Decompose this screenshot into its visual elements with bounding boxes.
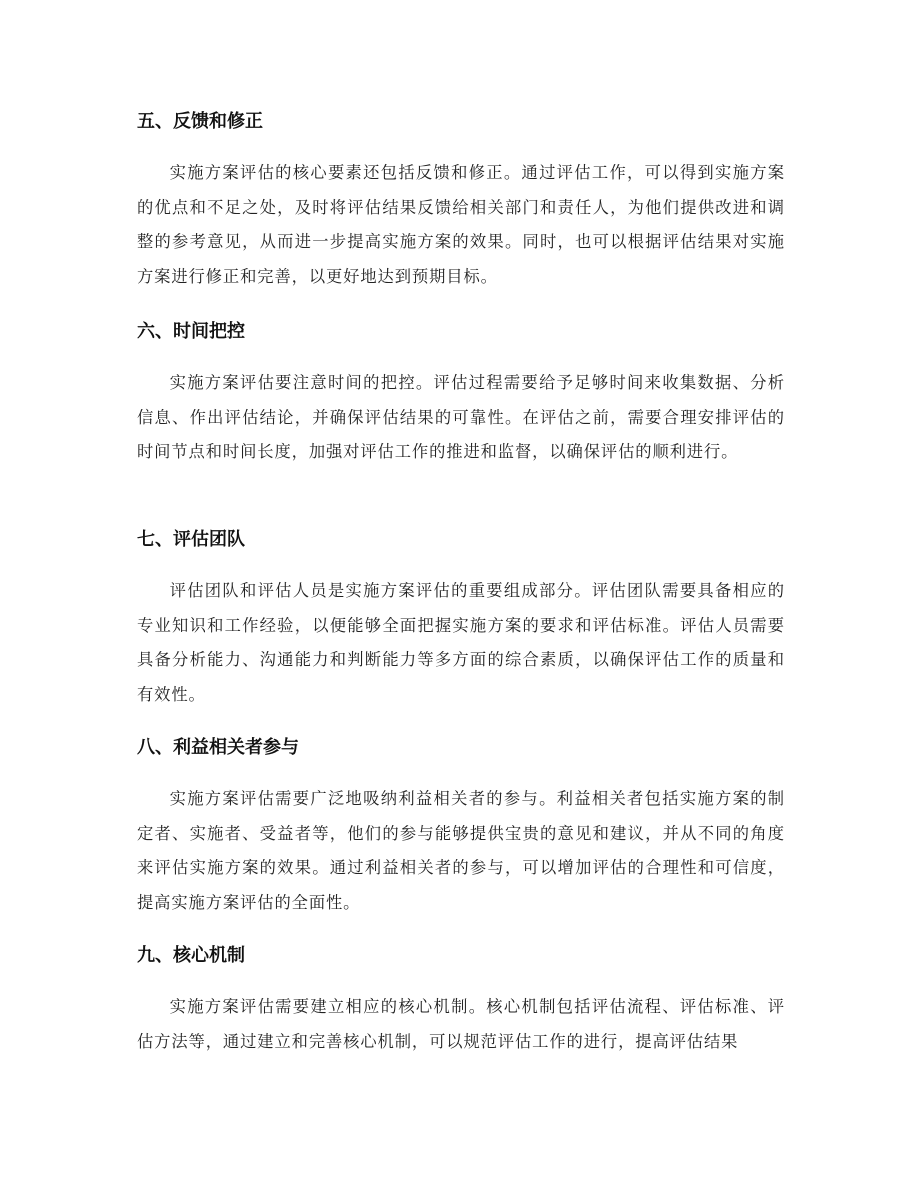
section-paragraph: 实施方案评估需要建立相应的核心机制。核心机制包括评估流程、评估标准、评估方法等，通过建立和完善核心机制，可以规范评估工作的进行，提高评估结果 xyxy=(137,997,785,1051)
section-heading: 八、利益相关者参与 xyxy=(137,737,299,758)
section-heading: 九、核心机制 xyxy=(137,945,245,966)
section-paragraph: 评估团队和评估人员是实施方案评估的重要组成部分。评估团队需要具备相应的专业知识和工作经验，以便能够全面把握实施方案的要求和评估标准。评估人员需要具备分析能力、沟通能力和判断能力等多方面的综合素质，以确保评估工作的质量和有效性。 xyxy=(137,581,785,704)
section-paragraph: 实施方案评估需要广泛地吸纳利益相关者的参与。利益相关者包括实施方案的制定者、实施者、受益者等，他们的参与能够提供宝贵的意见和建议，并从不同的角度来评估实施方案的效果。通过利益相关者的参与，可以增加评估的合理性和可信度，提高实施方案评估的全面性。 xyxy=(137,789,785,912)
section-paragraph: 实施方案评估的核心要素还包括反馈和修正。通过评估工作，可以得到实施方案的优点和不足之处，及时将评估结果反馈给相关部门和责任人，为他们提供改进和调整的参考意见，从而进一步提高实施方案的效果。同时，也可以根据评估结果对实施方案进行修正和完善，以更好地达到预期目标。 xyxy=(137,163,785,286)
section-heading: 六、时间把控 xyxy=(137,321,245,342)
section-heading: 五、反馈和修正 xyxy=(137,111,263,132)
section-paragraph: 实施方案评估要注意时间的把控。评估过程需要给予足够时间来收集数据、分析信息、作出评估结论，并确保评估结果的可靠性。在评估之前，需要合理安排评估的时间节点和时间长度，加强对评估工作的推进和监督，以确保评估的顺利进行。 xyxy=(137,373,785,461)
section-heading: 七、评估团队 xyxy=(137,529,245,550)
section-core-mechanism xyxy=(137,0,785,1191)
